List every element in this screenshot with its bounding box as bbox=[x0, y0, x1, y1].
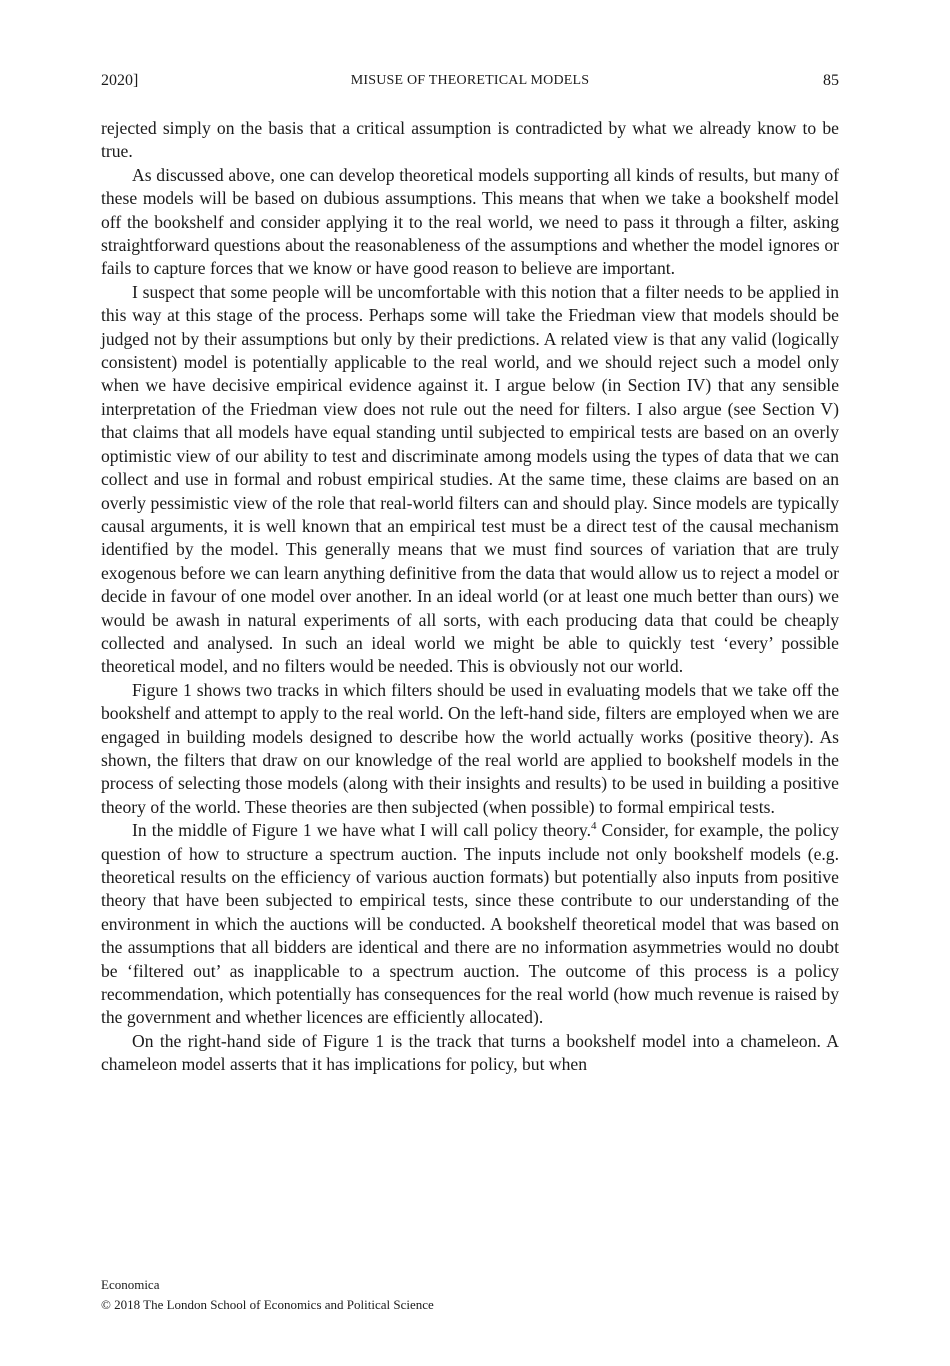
page-number: 85 bbox=[823, 72, 839, 89]
policy-theory-text-start: In the middle of Figure 1 we have what I will call policy theory. bbox=[132, 820, 591, 841]
paragraph-continued: rejected simply on the basis that a critical assumption is contradicted by what we already know to be true. bbox=[101, 118, 839, 162]
paragraph-chameleon: On the right-hand side of Figure 1 is the track that turns a bookshelf model into a chameleon. A chameleon model asserts that it has implications for policy, but when bbox=[101, 1030, 839, 1075]
policy-theory-text-rest: Consider, for example, the policy question of how to structure a spectrum auction. The inputs include not only bookshelf models (e.g. theoretical results on the efficiency of various auction formats) but potentially also inputs from positive theory that have been subjected to empirical tests, since these contribute to our understanding of the environment in which the auctions will be conducted. A bookshelf theoretical model that was based on the assumptions that all bidders are identical and there are no information asymmetries would no doubt be ‘filtered out’ as inapplicable to a spectrum auction. The outcome of this process is a policy recommendation, which potentially has consequences for the real world (how much revenue is raised by the government and whether licences are efficiently allocated). bbox=[101, 820, 839, 1028]
running-header bbox=[101, 72, 839, 94]
paragraph-friedman-view: I suspect that some people will be uncomfortable with this notion that a filter needs to be applied in this way at this stage of the process. Perhaps some will take the Friedman view that models should be judged not by their assumptions but only by their predictions. A related view is that any valid (logically consistent) model is potentially applicable to the real world, and we should reject such a model only when we have decisive empirical evidence against it. I argue below (in Section IV) that any sensible interpretation of the Friedman view does not rule out the need for filters. I also argue (see Section V) that claims that all models have equal standing until subjected to empirical tests are based on an overly optimistic view of our ability to test and discriminate among models using the types of data that we can collect and use in formal and robust empirical studies. At the same time, these claims are based on an overly pessimistic view of the role that real-world filters can and should play. Since models are typically causal arguments, it is well known that an empirical test must be a direct test of the causal mechanism identified by the model. This generally means that we must find sources of variation that are truly exogenous before we can learn anything definitive from the data that would allow us to reject a model or decide in favour of one model over another. In an ideal world (or at least one much better than ours) we would be awash in natural experiments of all sorts, with each producing data that could be cheaply collected and analysed. In such an ideal world we might be able to quickly test ‘every’ possible theoretical model, and no filters would be needed. This is obviously not our world. bbox=[101, 281, 839, 677]
paragraph-filters-intro: As discussed above, one can develop theoretical models supporting all kinds of results, but many of these models will be based on dubious assumptions. This means that when we take a bookshelf model off the bookshelf and consider applying it to the real world, we need to pass it through a filter, asking straightforward questions about the reasonableness of the assumptions and whether the model ignores or fails to capture forces that we know or have good reason to believe are important. bbox=[101, 164, 839, 279]
footnote-marker[interactable]: 4 bbox=[590, 820, 597, 833]
journal-name: Economica bbox=[101, 1277, 160, 1292]
article-body bbox=[101, 117, 839, 1077]
running-title: MISUSE OF THEORETICAL MODELS bbox=[350, 73, 590, 88]
page-footer bbox=[101, 1275, 434, 1315]
copyright-notice: © 2018 The London School of Economics and Political Science bbox=[101, 1297, 434, 1312]
header-year: 2020] bbox=[101, 72, 139, 89]
paragraph-figure-tracks: Figure 1 shows two tracks in which filters should be used in evaluating models that we take off the bookshelf and attempt to apply to the real world. On the left-hand side, filters are employed when we are engaged in building models designed to describe how the world actually works (positive theory). As shown, the filters that draw on our knowledge of the real world are applied to bookshelf models in the process of selecting those models (along with their insights and results) to be used in building a positive theory of the world. These theories are then subjected (when possible) to formal empirical tests. bbox=[101, 679, 839, 817]
paragraph-policy-theory bbox=[101, 819, 839, 1030]
